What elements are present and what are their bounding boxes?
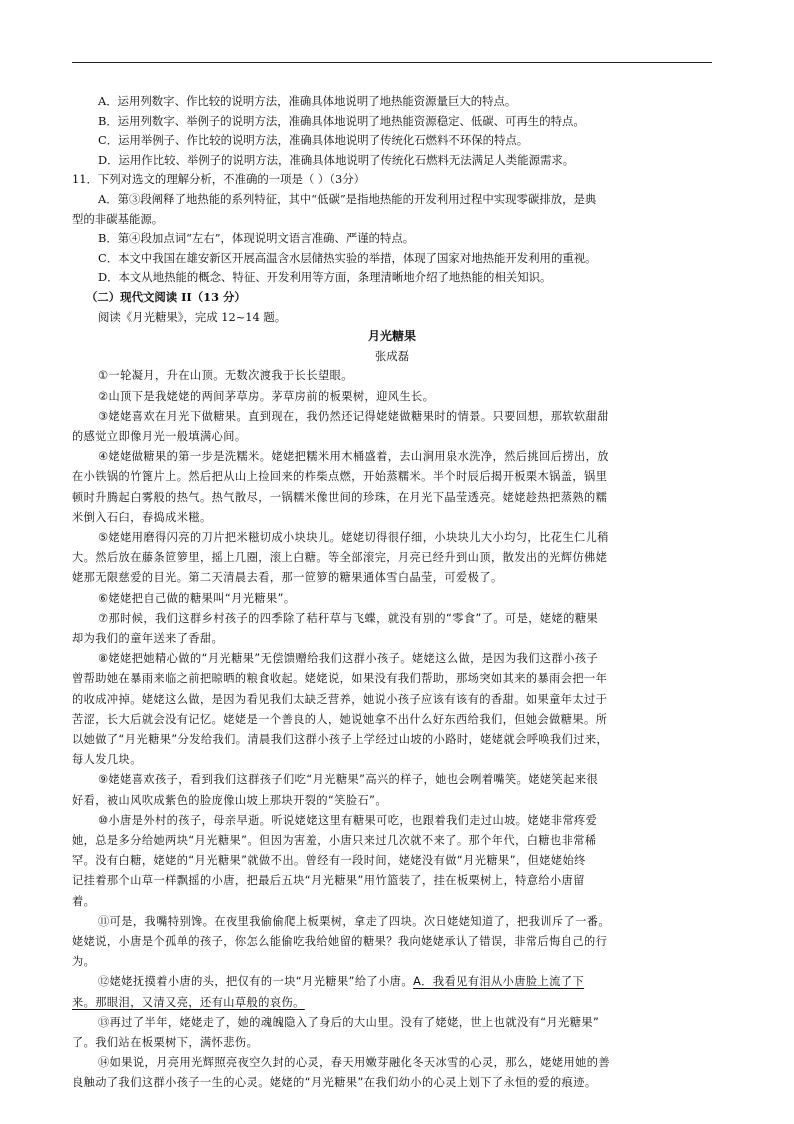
paragraph-8-cont: 曾帮助她在暴雨来临之前把晾晒的粮食收起。姥姥说，如果没有我们帮助，那场突如其来的暴雨会把一年 [72, 672, 608, 686]
document-page [72, 92, 712, 1094]
paragraph-2: ②山顶下是我姥姥的两间茅草房。茅草房前的板栗树，迎风生长。 [98, 389, 435, 403]
paragraph-8: ⑧姥姥把她精心做的“月光糖果”无偿馈赠给我们这群小孩子。姥姥这么做，是因为我们这群小孩子 [98, 652, 599, 666]
q10-option-c: C．运用举例子、作比较的说明方法，准确具体地说明了传统化石燃料不环保的特点。 [98, 133, 529, 148]
paragraph-10-cont: 她，总是多分给她两块“月光糖果”。但因为害羞，小唐只来过几次就不来了。那个年代，白糖也非常稀 [72, 833, 597, 847]
q11-option-c: C．本文中我国在雄安新区开展高温含水层储热实验的举措，体现了国家对地热能开发利用的重视。 [98, 250, 597, 265]
paragraph-6: ⑥姥姥把自己做的糖果叫“月光糖果”。 [98, 591, 296, 605]
q10-option-d: D．运用作比较、举例子的说明方法，准确具体地说明了传统化石燃料无法满足人类能源需求。 [98, 152, 575, 167]
q10-option-a: A．运用列数字、作比较的说明方法，准确具体地说明了地热能资源量巨大的特点。 [98, 94, 517, 108]
paragraph-8-cont: 每人发几块。 [72, 753, 142, 767]
paragraph-4-cont: 米倒入石臼，春捣成米糍。 [72, 510, 212, 524]
paragraph-12-cont [72, 993, 712, 1013]
paragraph-9: ⑨姥姥喜欢孩子，看到我们这群孩子们吃“月光糖果”高兴的样子，她也会咧着嘴笑。姥姥笑起来很 [98, 773, 599, 787]
header-rule [72, 62, 712, 63]
paragraph-14-cont: 良触动了我们这群小孩子一生的心灵。姥姥的“月光糖果”在我们幼小的心灵上划下了永恒的爱的痕迹。 [72, 1076, 597, 1090]
paragraph-3: ③姥姥喜欢在月光下做糖果。直到现在，我仍然还记得姥姥做糖果时的情景。只要回想，那软软甜甜 [98, 409, 609, 423]
paragraph-5-cont: 大。然后放在藤条笸箩里，摇上几圈，滚上白糖。等全部滚完，月亮已经升到山顶，散发出的光辉仿佛姥 [72, 551, 608, 565]
paragraph-11: ⑪可是，我嘴特别馋。在夜里我偷偷爬上板栗树，拿走了四块。次日姥姥知道了，把我训斥了一番。 [98, 914, 611, 928]
q11-option-a-cont: 型的非碳基能源。 [72, 211, 164, 226]
paragraph-10: ⑩小唐是外村的孩子，母亲早逝。听说姥姥这里有糖果可吃，也跟着我们走过山坡。姥姥非常疼爱 [98, 813, 598, 827]
paragraph-7: ⑦那时候，我们这群乡村孩子的四季除了秸秆草与飞蝶，就没有别的“零食”了。可是，姥姥的糖果 [98, 611, 599, 625]
paragraph-14: ⑭如果说，月亮用光辉照亮夜空久封的心灵，春天用嫩芽融化冬天冰雪的心灵，那么，姥姥用她的善 [98, 1056, 611, 1070]
q11-option-d: D．本文从地热能的概念、特征、开发利用等方面，条理清晰地介绍了地热能的相关知识。 [98, 270, 552, 285]
section-heading: （二）现代文阅读 II（13 分） [86, 289, 246, 304]
paragraph-5: ⑤姥姥用磨得闪亮的刀片把米糍切成小块块儿。姥姥切得很仔细，小块块儿大小均匀，比花生仁儿稍 [98, 530, 609, 544]
paragraph-8-cont: 以她做了“月光糖果”分发给我们。清晨我们这群小孩子上学经过山坡的小路时，姥姥就会呼唤我们过来， [72, 732, 609, 746]
article-author: 张成磊 [374, 348, 410, 363]
paragraph-10-cont: 罕。没有白糖，姥姥的“月光糖果”就做不出。曾经有一段时间，姥姥没有做“月光糖果”，但姥姥始终 [72, 854, 586, 868]
article-title: 月光糖果 [367, 329, 416, 344]
section-instruction: 阅读《月光糖果》，完成 12~14 题。 [98, 309, 287, 324]
paragraph-10-cont: 着。 [72, 894, 96, 908]
paragraph-9-cont: 好看，被山风吹成紫色的脸庞像山坡上那块开裂的“笑脸石”。 [72, 793, 388, 807]
paragraph-5-cont: 姥那无限慈爱的目光。第二天清晨去看，那一笸箩的糖果通体雪白晶莹，可爱极了。 [72, 571, 503, 585]
paragraph-4: ④姥姥做糖果的第一步是洗糯米。姥姥把糯米用木桶盛着，去山涧用泉水洗净，然后挑回后捞出，放 [98, 450, 609, 464]
paragraph-4-cont: 在小铁锅的竹篦片上。然后把从山上捡回来的柞柴点燃，开始蒸糯米。半个时辰后揭开板栗木锅盖，锅里 [72, 470, 608, 484]
paragraph-1: ①一轮凝月，升在山顶。无数次渡我于长长望眼。 [98, 369, 353, 383]
paragraph-13-cont: 了。我们站在板栗树下，满怀悲伤。 [72, 1036, 259, 1050]
underlined-sentence-a-cont: 来。那眼泪，又清又亮，还有山草般的哀伤。 [72, 995, 305, 1009]
q11-option-b: B．第④段加点词“左右”，体现说明文语言准确、严谨的特点。 [98, 231, 415, 246]
paragraph-11-cont: 姥姥说，小唐是个孤单的孩子，你怎么能偷吃我给她留的糖果？我向姥姥承认了错误，非常后悔自己的行 [72, 935, 608, 948]
paragraph-3-cont: 的感觉立即像月光一般填满心间。 [72, 429, 247, 443]
paragraph-12 [72, 972, 712, 992]
underlined-sentence-a: A．我看见有泪从小唐脸上流了下 [413, 975, 585, 989]
q11-option-a: A．第③段阐释了地热能的系列特征，其中“低碳”是指地热能的开发利用过程中实现零碳排放，是典 [98, 191, 597, 206]
paragraph-8-cont: 的收成冲掉。姥姥这么做，是因为看见我们太缺乏营养，她说小孩子应该有该有的香甜。如果童年太过于 [72, 692, 608, 706]
paragraph-4-cont: 顿时升腾起白雾般的热气。热气散尽，一锅糯米像世间的珍珠，在月光下晶莹透亮。姥姥趁热把蒸熟的糯 [72, 490, 608, 504]
paragraph-10-cont: 记挂着那个山草一样飘摇的小唐，把最后五块“月光糖果”用竹篮装了，挂在板栗树上，特意给小唐留 [72, 874, 585, 888]
paragraph-11-cont: 为。 [72, 955, 96, 969]
paragraph-13: ⑬再过了半年，姥姥走了，她的魂魄隐入了身后的大山里。没有了姥姥，世上也就没有“月光糖果” [98, 1015, 600, 1029]
paragraph-7-cont: 却为我们的童年送来了香甜。 [72, 631, 224, 645]
paragraph-12-text: ⑫姥姥抚摸着小唐的头，把仅有的一块“月光糖果”给了小唐。 [98, 975, 414, 989]
paragraph-8-cont: 苦涩，长大后就会没有记忆。姥姥是一个善良的人，她说她拿不出什么好东西给我们，但她会做糖果。所 [72, 712, 608, 726]
q11-stem: 11．下列对选文的理解分析，不准确的一项是（ ）（3分） [72, 172, 366, 187]
q10-option-b: B．运用列数字、举例子的说明方法，准确具体地说明了地热能资源稳定、低碳、可再生的特点。 [98, 113, 585, 128]
